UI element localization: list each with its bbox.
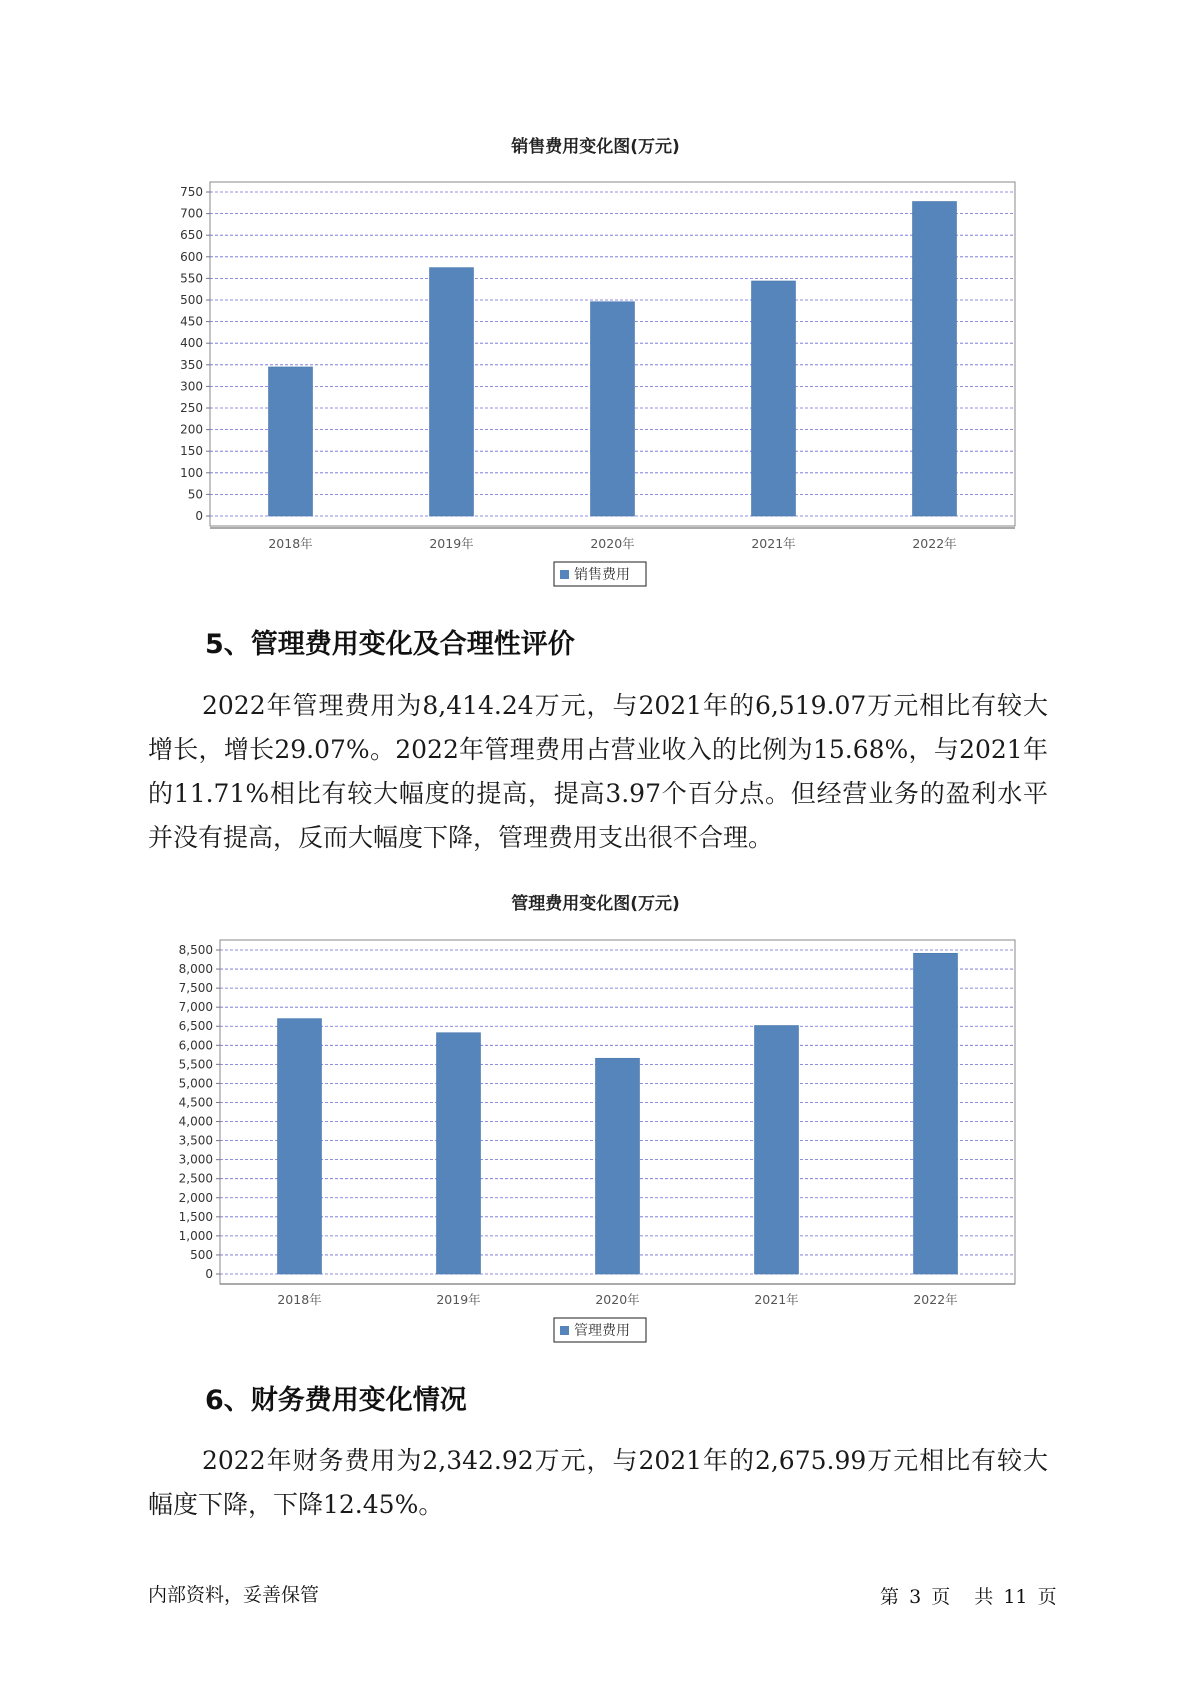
- x-tick-label: 2018年: [268, 536, 313, 551]
- section-paragraph-6: [148, 1439, 1048, 1527]
- y-tick-label: 3,500: [178, 1133, 213, 1148]
- bar-2022年: [914, 953, 958, 1274]
- section-heading-5: 5、管理费用变化及合理性评价: [205, 629, 575, 660]
- paragraph-text: 2022年财务费用为2,342.92万元，与2021年的2,675.99万元相比有较大幅度下降，下降12.45%。: [148, 1446, 1048, 1519]
- y-tick-label: 7,000: [178, 1000, 213, 1015]
- y-tick-label: 200: [180, 422, 203, 437]
- y-tick-label: 7,500: [178, 981, 213, 996]
- section-heading-6: 6、财务费用变化情况: [205, 1385, 467, 1416]
- page-label: 页: [1037, 1586, 1057, 1608]
- page-label: 共: [974, 1586, 994, 1608]
- y-tick-label: 3,000: [178, 1152, 213, 1167]
- paragraph-text: 2022年管理费用为8,414.24万元，与2021年的6,519.07万元相比有较大增长，增长29.07%。2022年管理费用占营业收入的比例为15.68%，与2021年的11.71%相比有较大幅度的提高，提高3.97个百分点。但经营业务的盈利水平并没有提高，反而大幅度下降，管理费用支出很不合理。: [148, 691, 1048, 852]
- y-tick-label: 4,000: [178, 1114, 213, 1129]
- page-label: 第: [880, 1586, 900, 1608]
- legend-label: 销售费用: [574, 567, 630, 583]
- y-tick-label: 700: [180, 206, 203, 221]
- y-tick-label: 1,000: [178, 1228, 213, 1243]
- x-tick-label: 2018年: [277, 1292, 322, 1307]
- bar-2021年: [755, 1026, 799, 1274]
- y-tick-label: 0: [195, 509, 203, 523]
- y-tick-label: 4,500: [178, 1095, 213, 1110]
- bar-2018年: [278, 1019, 322, 1274]
- y-tick-label: 150: [180, 444, 203, 459]
- x-tick-label: 2021年: [754, 1292, 799, 1307]
- y-tick-label: 8,000: [178, 962, 213, 977]
- chart-title-sales: 销售费用变化图(万元): [511, 137, 680, 157]
- y-tick-label: 1,500: [178, 1209, 213, 1224]
- bar-2019年: [437, 1033, 481, 1274]
- legend-label: 管理费用: [574, 1323, 630, 1339]
- admin-expense-chart: [0, 928, 1191, 1348]
- y-tick-label: 400: [180, 336, 203, 351]
- bar-2021年: [752, 281, 796, 516]
- x-tick-label: 2020年: [595, 1292, 640, 1307]
- bar-2020年: [591, 302, 635, 516]
- y-tick-label: 2,500: [178, 1171, 213, 1186]
- bar-2020年: [596, 1058, 640, 1274]
- y-tick-label: 750: [180, 185, 203, 199]
- x-tick-label: 2020年: [590, 536, 635, 551]
- footer-page-number: [880, 1582, 1061, 1609]
- y-tick-label: 550: [180, 271, 203, 286]
- page-current: 3: [909, 1586, 922, 1608]
- x-tick-label: 2022年: [912, 536, 957, 551]
- y-tick-label: 8,500: [178, 943, 213, 957]
- sales-expense-chart: [0, 170, 1191, 590]
- bar-2018年: [269, 367, 313, 516]
- legend-swatch: [560, 570, 569, 579]
- y-tick-label: 6,500: [178, 1019, 213, 1034]
- y-tick-label: 2,000: [178, 1190, 213, 1205]
- y-tick-label: 500: [190, 1247, 213, 1262]
- x-tick-label: 2019年: [429, 536, 474, 551]
- legend-swatch: [560, 1326, 569, 1335]
- bar-2019年: [430, 268, 474, 516]
- y-tick-label: 6,000: [178, 1038, 213, 1053]
- page-label: 页: [931, 1586, 951, 1608]
- section-paragraph-5: [148, 684, 1048, 860]
- y-tick-label: 250: [180, 401, 203, 415]
- x-tick-label: 2021年: [751, 536, 796, 551]
- y-tick-label: 100: [180, 465, 203, 480]
- y-tick-label: 350: [180, 357, 203, 372]
- y-tick-label: 0: [205, 1267, 213, 1281]
- y-tick-label: 500: [180, 293, 203, 307]
- footer-confidential: 内部资料，妥善保管: [148, 1584, 320, 1606]
- page-total: 11: [1003, 1586, 1028, 1608]
- y-tick-label: 600: [180, 249, 203, 264]
- y-tick-label: 50: [187, 487, 203, 502]
- x-tick-label: 2019年: [436, 1292, 481, 1307]
- y-tick-label: 650: [180, 228, 203, 243]
- y-tick-label: 450: [180, 314, 203, 329]
- y-tick-label: 5,000: [178, 1076, 213, 1091]
- bar-2022年: [913, 202, 957, 516]
- x-tick-label: 2022年: [913, 1292, 958, 1307]
- y-tick-label: 300: [180, 379, 203, 394]
- chart-title-admin: 管理费用变化图(万元): [511, 894, 680, 914]
- y-tick-label: 5,500: [178, 1057, 213, 1072]
